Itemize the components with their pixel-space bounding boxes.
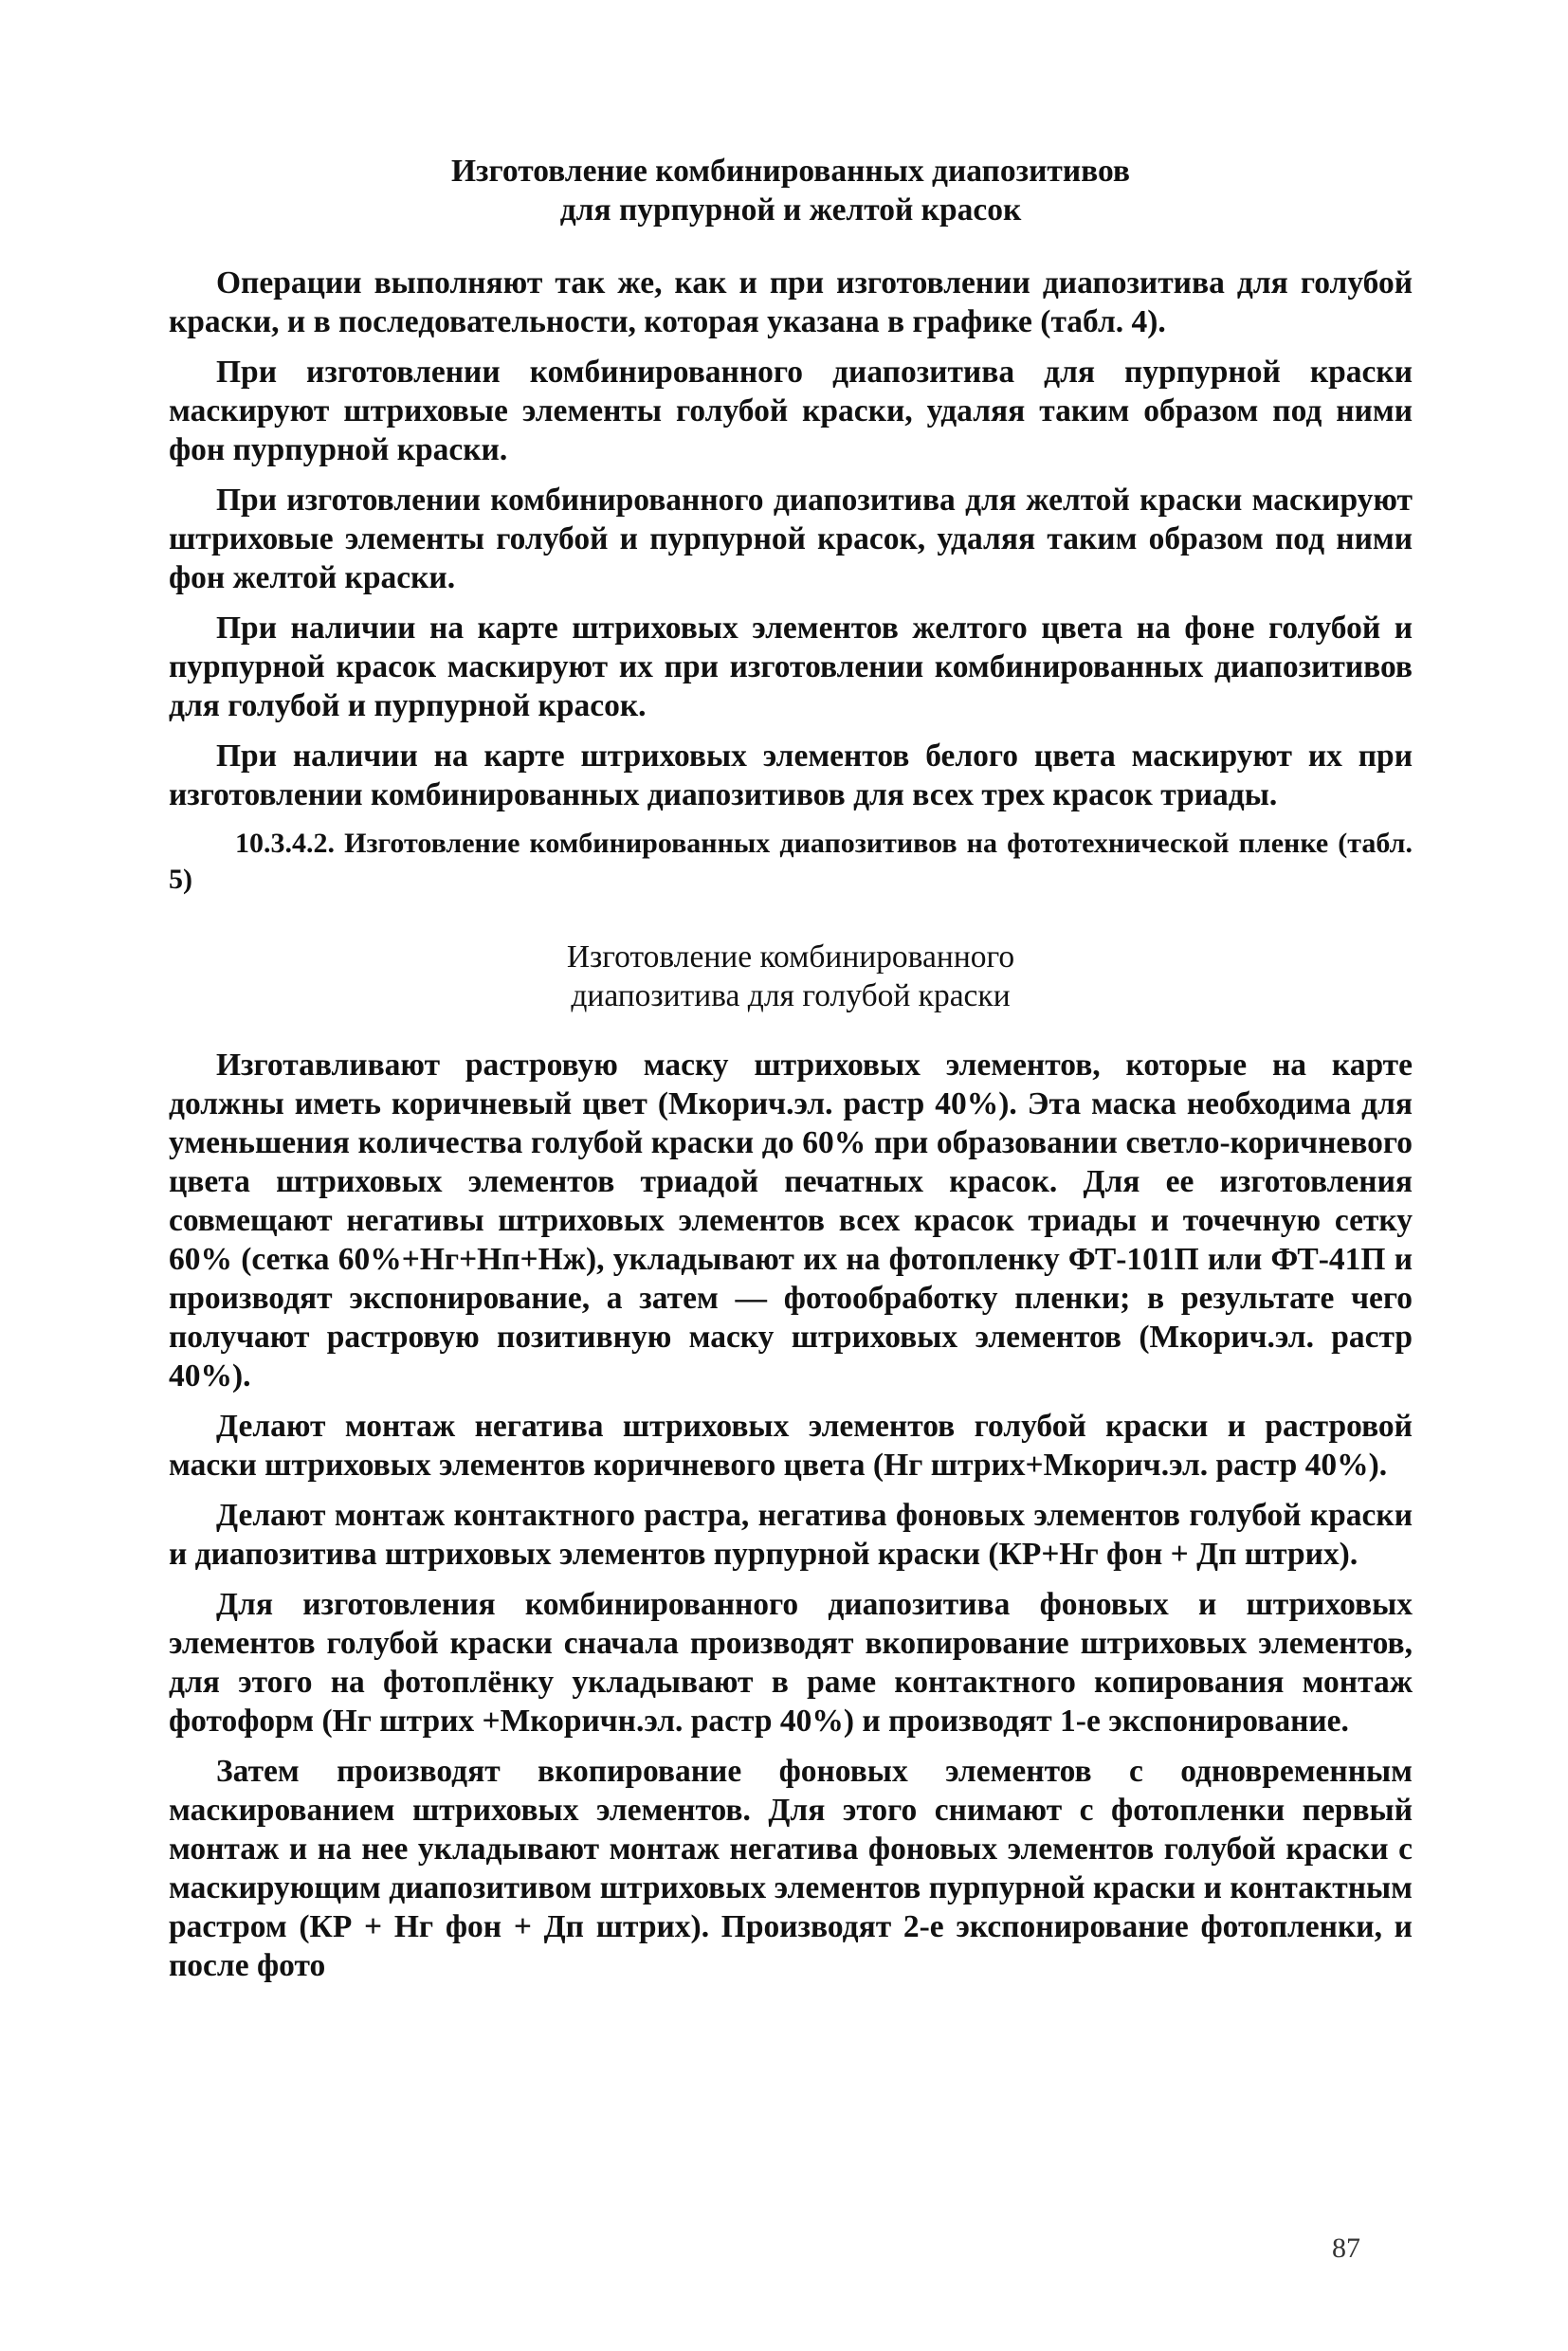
heading-combined-diapositives-magenta-yellow bbox=[169, 152, 1413, 229]
paragraph: При наличии на карте штриховых элементов белого цвета маскируют их при изготовлении комбинированных диапозитивов для всех трех красок триады. bbox=[169, 738, 1413, 812]
page-content bbox=[169, 152, 1413, 1996]
section-title: 10.3.4.2. Изготовление комбинированных диапозитивов на фототехнической пленке (табл. 5) bbox=[169, 828, 1413, 895]
page-number: 87 bbox=[1332, 2233, 1360, 2264]
heading-line: диапозитива для голубой краски bbox=[571, 978, 1011, 1013]
paragraph: Делают монтаж контактного растра, негатива фоновых элементов голубой краски и диапозитива штриховых элементов пурпурной краски (КР+Нг фон + Дп штрих). bbox=[169, 1498, 1413, 1572]
paragraph: Изготавливают растровую маску штриховых элементов, которые на карте должны иметь коричневый цвет (Мкорич.эл. растр 40%). Эта маска необходима для уменьшения количества голубой краски до 60% при образовании светло-коричневого цвета штриховых элементов триадой печатных красок. Для ее изготовления совмещают негативы штриховых элементов всех красок триады и точечную сетку 60% (сетка 60%+Нг+Нп+Нж), укладывают их на фотопленку ФТ-101П или ФТ-41П и производят экспонирование, а затем — фотообработку пленки; в результате чего получают растровую позитивную маску штриховых элементов (Мкорич.эл. растр 40%). bbox=[169, 1048, 1413, 1394]
heading-line: для пурпурной и желтой красок bbox=[559, 192, 1022, 228]
heading-line: Изготовление комбинированных диапозитивов bbox=[450, 154, 1130, 189]
heading-combined-diapositive-cyan bbox=[169, 938, 1413, 1015]
paragraph: При наличии на карте штриховых элементов желтого цвета на фоне голубой и пурпурной красок маскируют их при изготовлении комбинированных диапозитивов для голубой и пурпурной красок. bbox=[169, 611, 1413, 723]
paragraph: Для изготовления комбинированного диапозитива фоновых и штриховых элементов голубой краски сначала производят вкопирование штриховых элементов, для этого на фотоплёнку укладывают в раме контактного копирования монтаж фотоформ (Нг штрих +Мкоричн.эл. растр 40%) и производят 1-е экспонирование. bbox=[169, 1587, 1413, 1739]
paragraph: Делают монтаж негатива штриховых элементов голубой краски и растровой маски штриховых элементов коричневого цвета (Нг штрих+Мкорич.эл. растр 40%). bbox=[169, 1409, 1413, 1483]
paragraph: При изготовлении комбинированного диапозитива для пурпурной краски маскируют штриховые элементы голубой краски, удаляя таким образом под ними фон пурпурной краски. bbox=[169, 355, 1413, 467]
paragraph: При изготовлении комбинированного диапозитива для желтой краски маскируют штриховые элементы голубой и пурпурной красок, удаляя таким образом под ними фон желтой краски. bbox=[169, 483, 1413, 595]
paragraph: Операции выполняют так же, как и при изготовлении диапозитива для голубой краски, и в последовательности, которая указана в графике (табл. 4). bbox=[169, 265, 1413, 339]
heading-line: Изготовление комбинированного bbox=[566, 939, 1015, 975]
paragraph: Затем производят вкопирование фоновых элементов с одновременным маскированием штриховых элементов. Для этого снимают с фотопленки первый монтаж и на нее укладывают монтаж негатива фоновых элементов голубой краски с маскирующим диапозитивом штриховых элементов пурпурной краски и контактным растром (КР + Нг фон + Дп штрих). Производят 2-е экспонирование фотопленки, и после фото bbox=[169, 1754, 1413, 1983]
